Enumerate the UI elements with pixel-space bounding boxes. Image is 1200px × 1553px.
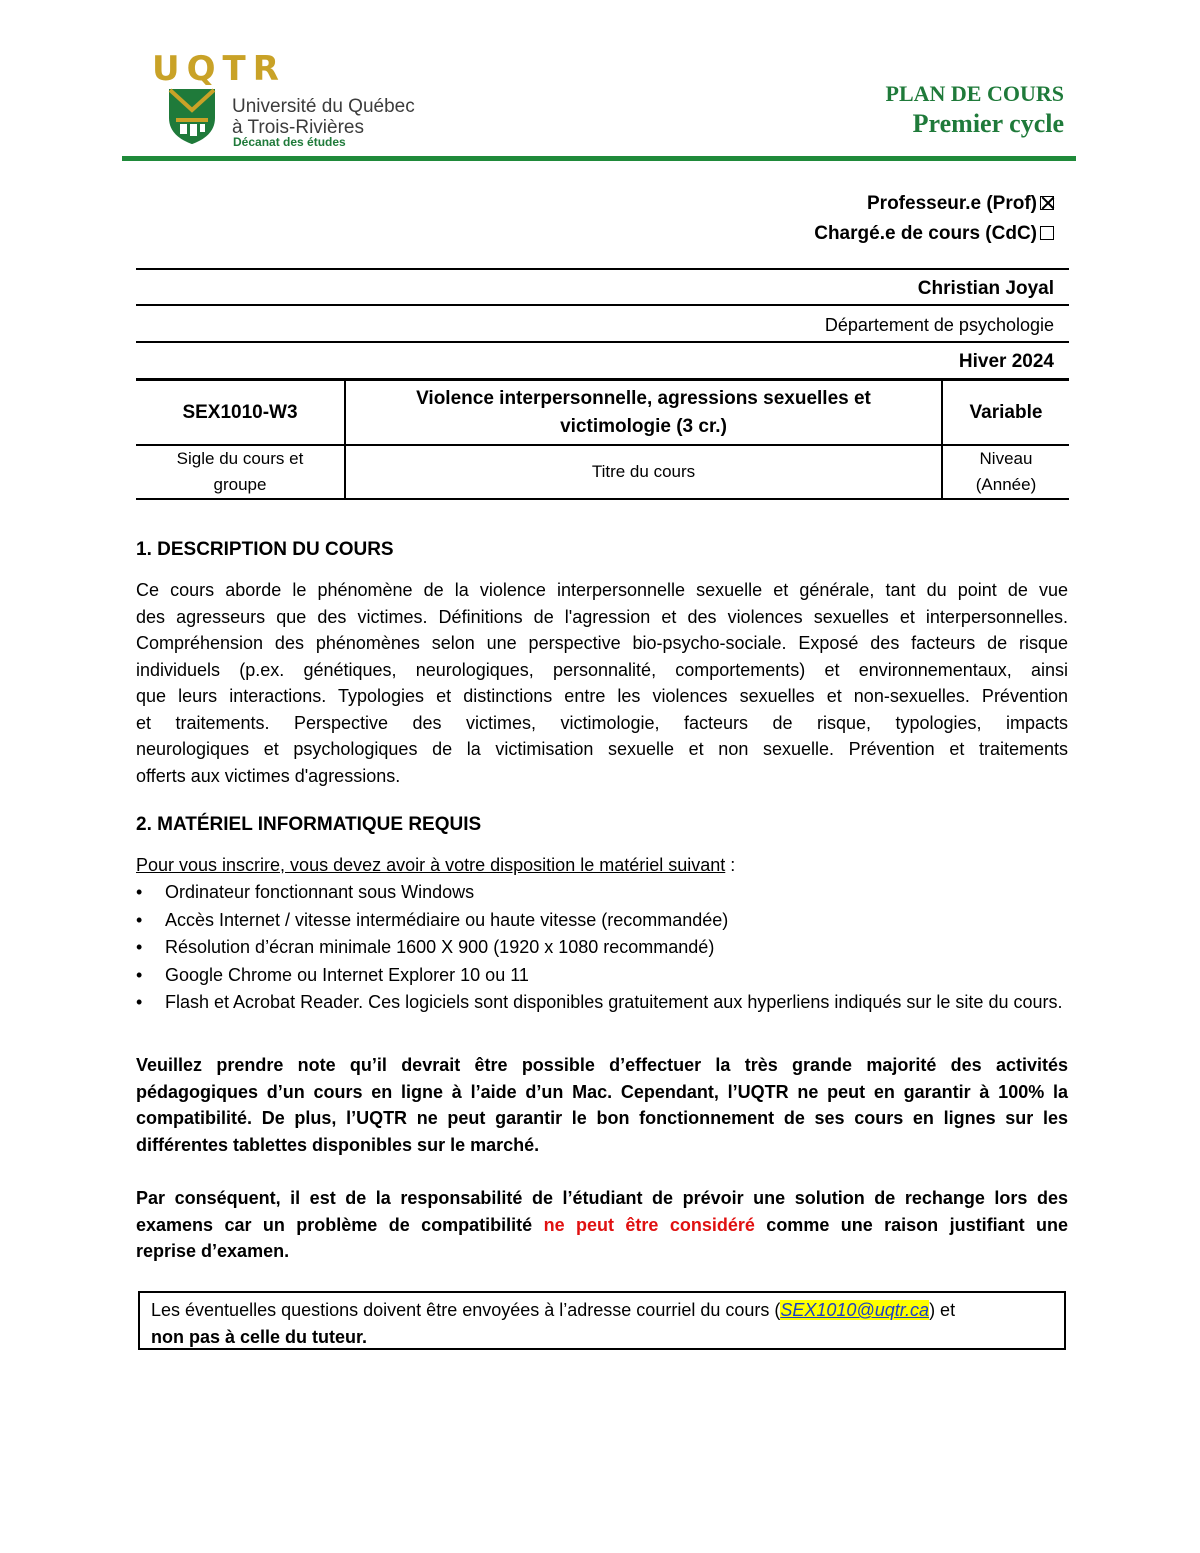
consequence-line1: Par conséquent, il est de la responsabilité de l’étudiant de prévoir une solution de rechange lors des [136,1188,1068,1208]
consequence-line2-start: examens car un problème de compatibilité [136,1214,544,1235]
note-line: Veuillez prendre note qu’il devrait être possible d’effectuer la très grande majorité des activités [136,1055,1068,1075]
course-level-label-line2: (Année) [975,475,1037,494]
course-title-label: Titre du cours [591,462,696,481]
consequence-line2-end: comme une raison justifiant une [754,1214,1068,1235]
contact-text-after: ) et [929,1300,956,1320]
course-level-label [943,446,1069,498]
description-line: et traitements. Perspective des victimes, victimologie, facteurs de risque, typologies, impacts [136,712,1068,733]
equipment-intro-suffix: : [725,855,736,875]
description-line: offerts aux victimes d'agressions. [136,765,401,786]
course-code-label-line2: groupe [213,475,267,494]
university-name-line1: Université du Québec [232,96,415,117]
checked-checkbox-icon[interactable] [1040,196,1054,210]
description-line: neurologiques et psychologiques de la victimisation sexuelle et non sexuelle. Prévention et traitements [136,739,1068,759]
list-item: • Flash et Acrobat Reader. Ces logiciels sont disponibles gratuitement aux hyperliens indiqués sur le site du cours. [136,989,1068,1017]
note-line: différentes tablettes disponibles sur le marché. [136,1134,540,1155]
rule [136,498,1069,500]
session: Hiver 2024 [958,351,1054,372]
role-cdc-label: Chargé.e de cours (CdC) [814,223,1037,244]
rule [136,268,1069,270]
doc-title: PLAN DE COURS [885,81,1064,106]
contact-text-before: Les éventuelles questions doivent être envoyées à l’adresse courriel du cours ( [151,1300,781,1320]
consequence-note [136,1185,1068,1265]
consequence-warning: ne peut être considéré [543,1214,755,1235]
doc-subtitle: Premier cycle [912,109,1064,138]
section-title-equipment: 2. MATÉRIEL INFORMATIQUE REQUIS [136,814,482,835]
description-line: individuels (p.ex. génétiques, neurologiques, personnalité, comportements) et environnementaux, ainsi [136,659,1068,680]
course-code-label-line1: Sigle du cours et [176,449,304,468]
mac-compatibility-note [136,1052,1068,1158]
list-item: • Ordinateur fonctionnant sous Windows [136,879,1068,907]
uqtr-logo-wordmark: UQTR [152,49,286,89]
teacher-name: Christian Joyal [917,278,1054,299]
course-description [136,577,1068,789]
course-level: Variable [969,401,1043,423]
description-line: que leurs interactions. Typologies et distinctions entre les violences sexuelles et non-sexuelles. Prévention [136,686,1068,706]
description-line: des agresseurs que des victimes. Définitions de l'agression et des violences sexuelles et interpersonnelles. [136,606,1068,627]
note-line: compatibilité. De plus, l’UQTR ne peut garantir le bon fonctionnement de ses cours en lignes sur les [136,1108,1068,1128]
role-prof [867,193,1054,215]
course-code-label [136,446,344,498]
teacher-department: Département de psychologie [824,315,1054,335]
course-email-link[interactable]: SEX1010@uqtr.ca [780,1300,930,1320]
consequence-line3: reprise d’examen. [136,1241,290,1261]
list-item: • Accès Internet / vitesse intermédiaire ou haute vitesse (recommandée) [136,907,1068,935]
course-table [136,378,1069,500]
contact-text [151,1297,955,1350]
equipment-intro-text: Pour vous inscrire, vous devez avoir à votre disposition le matériel suivant [136,855,726,875]
role-prof-label: Professeur.e (Prof) [867,193,1037,214]
unchecked-checkbox-icon[interactable] [1040,226,1054,240]
list-item: • Google Chrome ou Internet Explorer 10 ou 11 [136,962,1068,990]
university-name-line2: à Trois-Rivières [232,117,364,138]
course-title-line1: Violence interpersonnelle, agressions sexuelles et [416,387,871,409]
uqtr-shield-icon [168,88,216,144]
section-title-description: 1. DESCRIPTION DU COURS [136,539,394,560]
department-office: Décanat des études [233,135,346,149]
header-divider [122,156,1076,161]
list-item: • Résolution d’écran minimale 1600 X 900 (1920 x 1080 recommandé) [136,934,1068,962]
equipment-intro [136,852,735,878]
consequence-line2 [136,1212,1068,1239]
description-line: Compréhension des phénomènes selon une perspective bio-psycho-sociale. Exposé des facteurs de risque [136,633,1068,653]
description-line: Ce cours aborde le phénomène de la violence interpersonnelle sexuelle et générale, tant du point de vue [136,580,1068,600]
contact-line2: non pas à celle du tuteur. [151,1326,368,1347]
course-level-label-line1: Niveau [979,449,1033,468]
rule [136,304,1069,306]
equipment-list [136,879,1068,1017]
course-title [346,381,941,444]
course-title-line2: victimologie (3 cr.) [560,415,727,437]
rule [136,341,1069,343]
role-cdc [814,223,1054,245]
note-line: pédagogiques d’un cours en ligne à l’aide d’un Mac. Cependant, l’UQTR ne peut en garantir à 100% la [136,1081,1068,1102]
course-code: SEX1010-W3 [182,401,298,423]
